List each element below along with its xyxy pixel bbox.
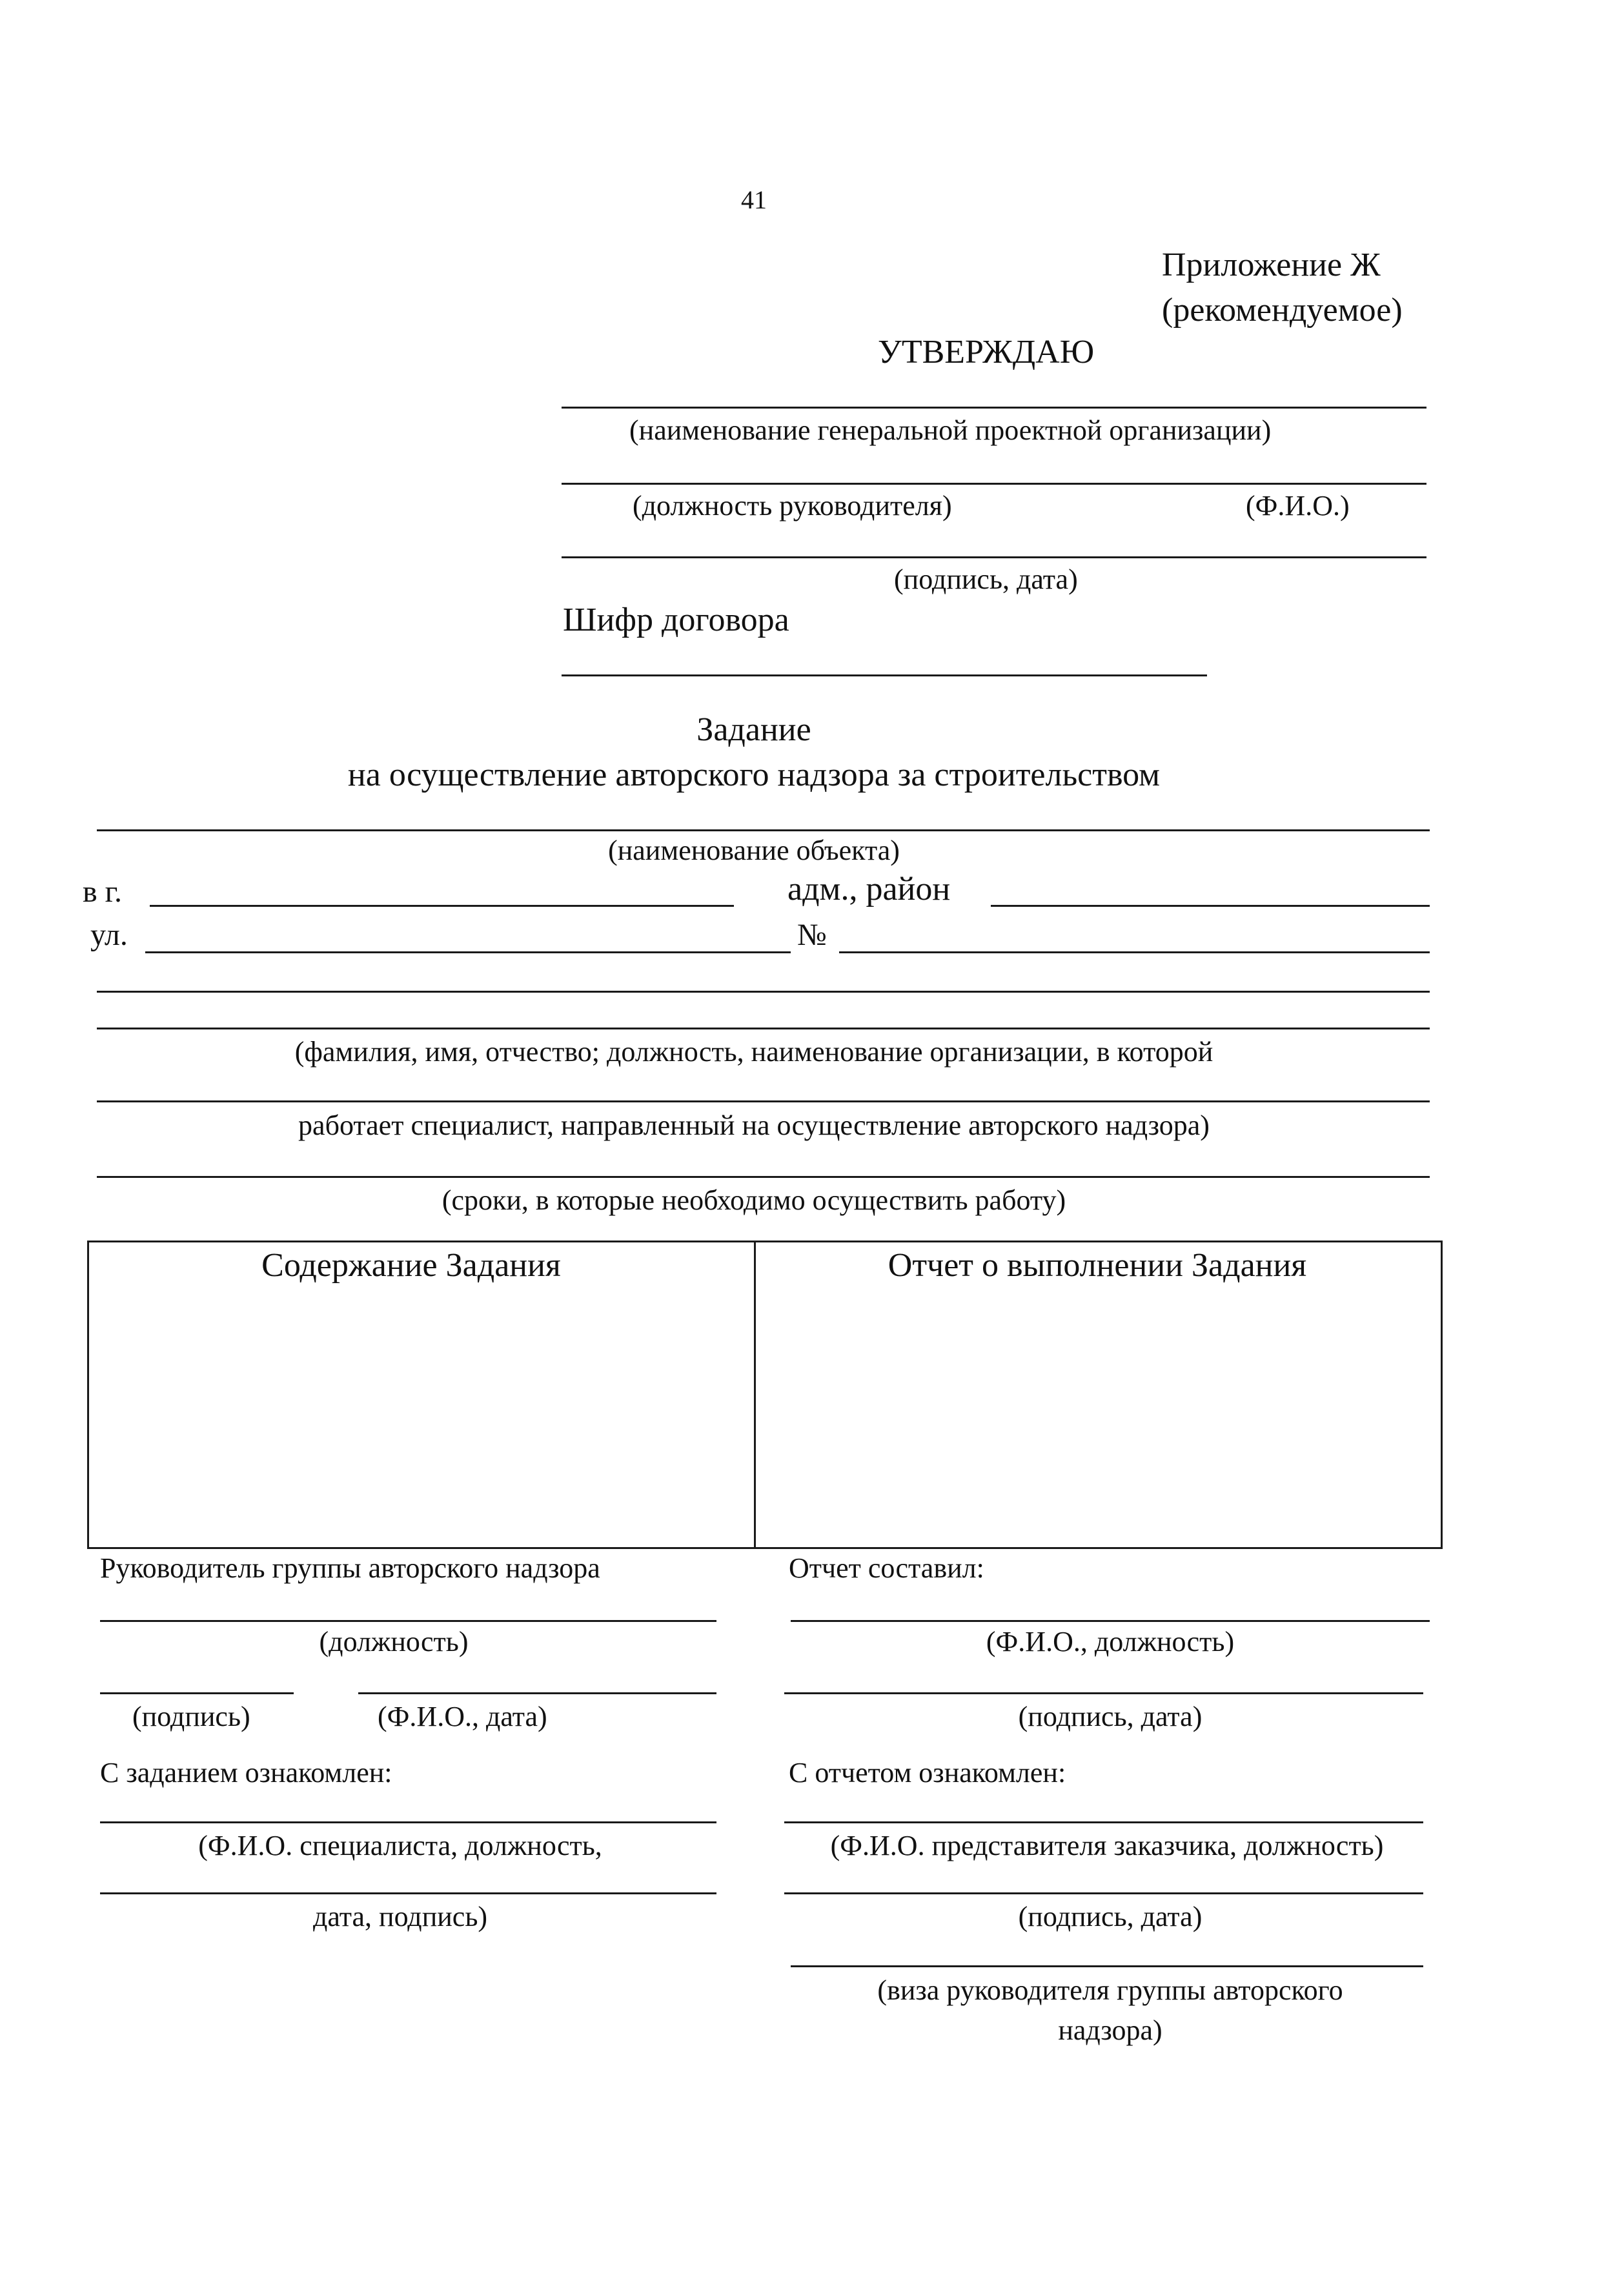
table-divider — [754, 1241, 756, 1549]
page-number: 41 — [741, 185, 767, 214]
visa-caption-line2: надзора) — [1058, 2014, 1162, 2046]
customer-caption: (Ф.И.О. представителя заказчика, должность) — [830, 1830, 1384, 1861]
number-label: № — [797, 918, 827, 952]
task-acquainted-label: С заданием ознакомлен: — [100, 1757, 392, 1788]
group-head-position-line[interactable] — [100, 1620, 716, 1622]
street-label: ул. — [90, 918, 128, 952]
city-label: в г. — [83, 875, 122, 909]
org-name-caption: (наименование генеральной проектной организации) — [629, 414, 1272, 446]
table-col2-header: Отчет о выполнении Задания — [888, 1247, 1307, 1284]
report-author-caption: (Ф.И.О., должность) — [986, 1626, 1235, 1657]
report-sign-caption: (подпись, дата) — [1018, 1701, 1203, 1732]
specialist-line-2[interactable] — [97, 1100, 1430, 1102]
specialist-line[interactable] — [97, 1028, 1430, 1029]
specialist-ack-caption-line2: дата, подпись) — [312, 1901, 488, 1932]
group-head-position-caption: (должность) — [319, 1626, 469, 1657]
appendix-note: (рекомендуемое) — [1162, 292, 1403, 329]
task-report-cell[interactable] — [758, 1291, 1439, 1546]
report-author-label: Отчет составил: — [789, 1552, 984, 1584]
customer-sign-caption: (подпись, дата) — [1018, 1901, 1203, 1932]
org-name-line[interactable] — [562, 407, 1426, 409]
approval-signature-caption: (подпись, дата) — [894, 563, 1078, 595]
contract-code-label: Шифр договора — [563, 602, 789, 638]
head-fio-caption: (Ф.И.О.) — [1246, 490, 1350, 522]
report-author-line[interactable] — [791, 1620, 1430, 1622]
specialist-caption-line2: работает специалист, направленный на осуществление авторского надзора) — [298, 1109, 1210, 1141]
street-line[interactable] — [145, 951, 791, 953]
group-head-sign-caption: (подпись) — [132, 1701, 250, 1732]
approval-title: УТВЕРЖДАЮ — [878, 334, 1095, 370]
district-label: адм., район — [787, 871, 951, 907]
visa-line[interactable] — [791, 1965, 1423, 1967]
task-content-cell[interactable] — [90, 1291, 752, 1546]
district-line[interactable] — [991, 905, 1430, 907]
object-name-caption: (наименование объекта) — [608, 835, 900, 866]
number-line[interactable] — [839, 951, 1430, 953]
specialist-ack-line-2[interactable] — [100, 1892, 716, 1894]
specialist-caption-line1: (фамилия, имя, отчество; должность, наименование организации, в которой — [294, 1036, 1213, 1068]
group-head-fio-date-caption: (Ф.И.О., дата) — [378, 1701, 547, 1732]
specialist-ack-line[interactable] — [100, 1821, 716, 1823]
appendix-title: Приложение Ж — [1162, 247, 1381, 283]
head-position-caption: (должность руководителя) — [633, 490, 952, 522]
report-acquainted-label: С отчетом ознакомлен: — [789, 1757, 1066, 1788]
approval-signature-line[interactable] — [562, 556, 1426, 558]
group-head-label: Руководитель группы авторского надзора — [100, 1552, 600, 1584]
customer-sign-line[interactable] — [784, 1892, 1423, 1894]
table-col1-header: Содержание Задания — [261, 1247, 561, 1284]
visa-caption-line1: (виза руководителя группы авторского — [877, 1974, 1343, 2006]
terms-line[interactable] — [97, 1176, 1430, 1178]
head-position-line[interactable] — [562, 483, 1426, 485]
heading-line2: на осуществление авторского надзора за строительством — [347, 756, 1161, 793]
heading-line1: Задание — [696, 711, 811, 748]
group-head-fio-line[interactable] — [358, 1692, 716, 1694]
group-head-sign-line[interactable] — [100, 1692, 294, 1694]
city-line[interactable] — [150, 905, 734, 907]
contract-code-line[interactable] — [562, 674, 1207, 676]
report-sign-line[interactable] — [784, 1692, 1423, 1694]
object-name-line[interactable] — [97, 829, 1430, 831]
customer-line[interactable] — [784, 1821, 1423, 1823]
blank-line-1[interactable] — [97, 991, 1430, 993]
specialist-ack-caption-line1: (Ф.И.О. специалиста, должность, — [198, 1830, 602, 1861]
terms-caption: (сроки, в которые необходимо осуществить работу) — [442, 1184, 1066, 1216]
